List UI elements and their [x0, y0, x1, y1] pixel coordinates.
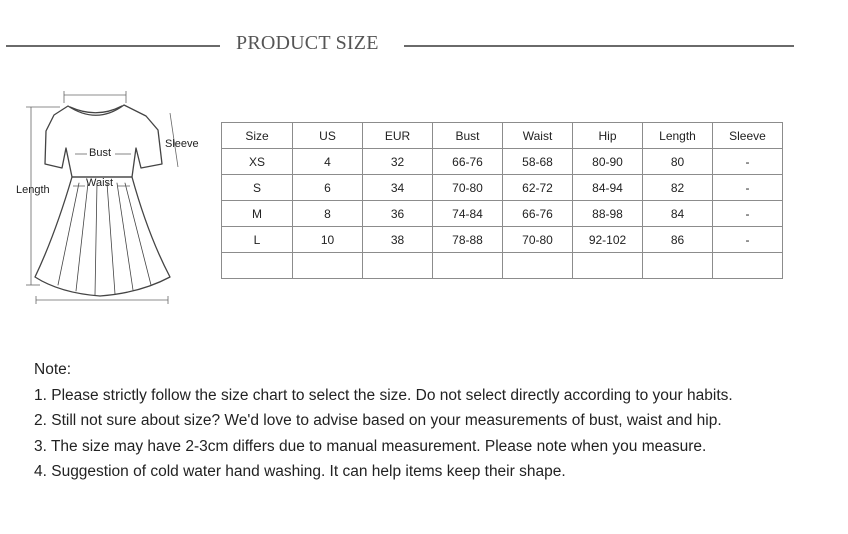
- table-cell: 38: [363, 227, 433, 253]
- header-rule-left: [6, 45, 220, 47]
- table-cell: [503, 253, 573, 279]
- note-item: 2. Still not sure about size? We'd love to advise based on your measurements of bust, waist and hip.: [34, 412, 722, 429]
- waist-label: Waist: [86, 177, 114, 189]
- column-header: Waist: [503, 123, 573, 149]
- notes-heading: Note:: [34, 361, 72, 378]
- size-chart-table: [221, 122, 783, 279]
- table-cell: [293, 253, 363, 279]
- table-cell: 34: [363, 175, 433, 201]
- bust-label: Bust: [89, 147, 112, 159]
- table-cell: [713, 253, 783, 279]
- header-rule-right: [404, 45, 794, 47]
- page-title: PRODUCT SIZE: [236, 32, 379, 54]
- table-cell: [363, 253, 433, 279]
- column-header: US: [293, 123, 363, 149]
- table-cell: S: [222, 175, 293, 201]
- table-row: [222, 253, 783, 279]
- table-cell: [643, 253, 713, 279]
- notes-section: [34, 360, 733, 488]
- table-cell: 36: [363, 201, 433, 227]
- column-header: Size: [222, 123, 293, 149]
- table-cell: 92-102: [573, 227, 643, 253]
- column-header: Sleeve: [713, 123, 783, 149]
- table-cell: 80-90: [573, 149, 643, 175]
- dress-measurement-diagram: [0, 85, 220, 320]
- dress-illustration: [0, 85, 220, 320]
- table-cell: [433, 253, 503, 279]
- column-header: Bust: [433, 123, 503, 149]
- table-cell: 8: [293, 201, 363, 227]
- table-cell: 70-80: [503, 227, 573, 253]
- table-cell: -: [713, 175, 783, 201]
- sleeve-label: Sleeve: [165, 138, 199, 150]
- table-cell: 84-94: [573, 175, 643, 201]
- note-item: 3. The size may have 2-3cm differs due to manual measurement. Please note when you measure.: [34, 437, 707, 455]
- length-label: Length: [16, 184, 50, 196]
- table-cell: 84: [643, 201, 713, 227]
- table-cell: 62-72: [503, 175, 573, 201]
- column-header: Hip: [573, 123, 643, 149]
- table-row: [222, 201, 783, 227]
- table-cell: -: [713, 201, 783, 227]
- column-header: EUR: [363, 123, 433, 149]
- table-cell: L: [222, 227, 293, 253]
- table-cell: 70-80: [433, 175, 503, 201]
- table-header-row: [222, 123, 783, 149]
- table-cell: 66-76: [433, 149, 503, 175]
- table-cell: [222, 253, 293, 279]
- table-cell: -: [713, 227, 783, 253]
- table-cell: 4: [293, 149, 363, 175]
- table-row: [222, 227, 783, 253]
- table-cell: 78-88: [433, 227, 503, 253]
- table-row: [222, 175, 783, 201]
- table-cell: 86: [643, 227, 713, 253]
- table-cell: 88-98: [573, 201, 643, 227]
- table-cell: [573, 253, 643, 279]
- table-cell: 74-84: [433, 201, 503, 227]
- table-cell: 66-76: [503, 201, 573, 227]
- table-row: [222, 149, 783, 175]
- table-cell: -: [713, 149, 783, 175]
- table-cell: M: [222, 201, 293, 227]
- table-cell: 58-68: [503, 149, 573, 175]
- table-cell: 32: [363, 149, 433, 175]
- column-header: Length: [643, 123, 713, 149]
- table-cell: 10: [293, 227, 363, 253]
- table-cell: XS: [222, 149, 293, 175]
- note-item: 4. Suggestion of cold water hand washing. It can help items keep their shape.: [34, 463, 566, 480]
- table-cell: 80: [643, 149, 713, 175]
- note-item: 1. Please strictly follow the size chart to select the size. Do not select directly according to your habits.: [34, 386, 733, 404]
- table-cell: 6: [293, 175, 363, 201]
- table-cell: 82: [643, 175, 713, 201]
